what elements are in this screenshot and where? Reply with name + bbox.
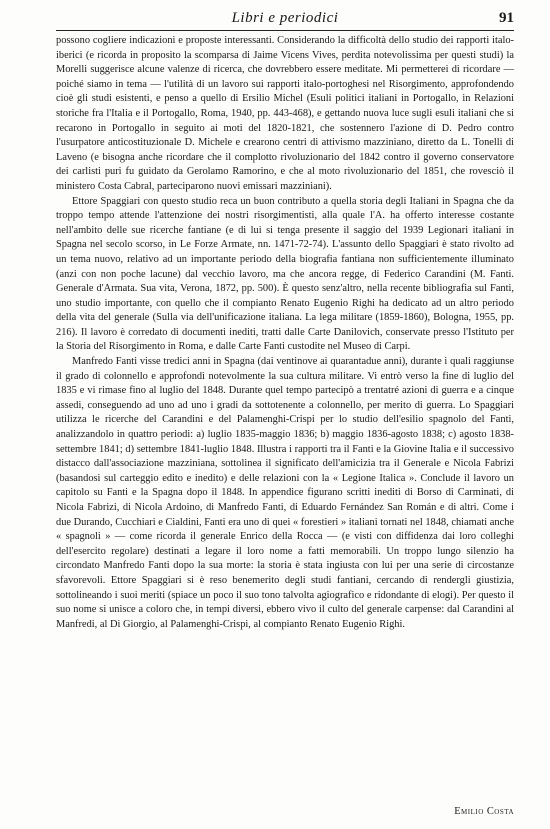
review-body bbox=[56, 34, 514, 632]
running-title: Libri e periodici bbox=[231, 10, 339, 26]
page-header bbox=[56, 8, 514, 31]
page-number: 91 bbox=[499, 10, 514, 26]
paragraph-spaggiari-study: Ettore Spaggiari con questo studio reca un buon contributo a quella storia degli Italiani in Spagna che da troppo tempo attende l'attenzione dei nostri risorgimentisti, alla quale l'A. ha offerto interesse costante nell'ambito delle sue ricerche fantiane (e di lui si tenga presente il saggio del 1939 Legionari italiani in Spagna nel secolo scorso, in Le Forze Armate, nn. 1471-72-74). L'assunto dello Spaggiari è stato rivolto ad un tema nuovo, relativo ad un importante periodo della biografia fantiana non sufficientemente illuminato (anzi con non poche lacune) dal vecchio lavoro, ma che ancora regge, di Federico Carandini (M. Fanti. Generale d'Armata. Sua vita, Verona, 1872, pp. 500). È questo senz'altro, nella recente bibliografia sul Fanti, uno studio importante, con quello che il compianto Renato Eugenio Righi ha dedicato ad un altro periodo della vita del generale (Sulla via dell'unificazione italiana. La lega militare (1859-1860), Bologna, 1955, pp. 216). Il lavoro è corredato di documenti inediti, tratti dalle Carte Danilovich, conservate presso l'Istituto per la Storia del Risorgimento in Roma, e dalle Carte Fanti custodite nel Museo di Carpi. bbox=[56, 195, 514, 353]
author-signature: Emilio Costa bbox=[454, 806, 514, 817]
paragraph-fanti-in-spain: Manfredo Fanti visse tredici anni in Spagna (dai ventinove ai quarantadue anni), durante i quali raggiunse il grado di colonnello e approfondì notevolmente la sua cultura militare. Vi entrò verso la fine di luglio del 1835 e vi rimase fino al luglio del 1848. Durante quel tempo partecipò a trentatré azioni di guerra e a cinque assedi, conseguendo ad uno ad uno i gradi da sottotenente a colonnello, per merito di guerra. Lo Spaggiari utilizza le ricerche del Carandini e del Palamenghi-Crispi per lo studio dell'esilio spagnolo del Fanti, analizzandolo in quattro periodi: a) luglio 1835-maggio 1836; b) maggio 1836-agosto 1838; c) agosto 1838-settembre 1841; d) settembre 1841-luglio 1848. Illustra i rapporti tra il Fanti e la Giovine Italia e il successivo distacco dall'associazione mazziniana, sottolinea il significato dell'amicizia tra il Generale e Nicola Fabrizi (basandosi sul carteggio edito e inedito) e delle relazioni con la « Legione Italica ». Conclude il lavoro un capitolo su Fanti e la Spagna dopo il 1848. In appendice figurano scritti inediti di Borso di Carminati, di Nicola Fabrizi, di Nicola Ardoino, di Manfredo Fanti, di Eduardo Fernández San Román e di altri. Come i due Durando, Cucchiari e Cialdini, Fanti era uno di quei « forestieri » italiani tornati nel 1848, chiamati anche « spagnoli » — come ricorda il generale Enrico della Rocca — (e visti con diffidenza dai loro colleghi dell'esercito regolare) destinati a legare il loro nome a fatti memorabili. Un troppo lungo silenzio ha circondato Manfredo Fanti dopo la sua morte: la storia è stata ingiusta con lui per una serie di circostanze sfavorevoli. Ettore Spaggiari si è reso benemerito degli studi fantiani, cercando di rendergli giustizia, sottolineando i suoi meriti (spiace un poco il suo tono talvolta agiografico e ridondante di elogi). Per questo il suo nome si unisce a coloro che, in tempi diversi, ebbero vivo il culto del generale carpense: dal Carandini al Manfredi, al Di Giorgio, al Palamenghi-Crispi, al compianto Renato Eugenio Righi. bbox=[56, 356, 514, 630]
paragraph-continuation: possono cogliere indicazioni e proposte interessanti. Considerando la difficoltà dello studio dei rapporti italo-iberici (e ricorda in proposito la scomparsa di Jaime Vicens Vives, perdita notevolissima per questi studi) la Morelli suggerisce alcune valenze di ricerca, che dovrebbero essere meditate. Mi permetterei di ricordare — poiché siamo in tema — l'utilità di un lavoro sui rapporti italo-portoghesi nel Risorgimento, approfondendo cioè gli studi esistenti, e penso a quello di Ersilio Michel (Esuli politici italiani in Portogallo, in Relazioni storiche fra l'Italia e il Portogallo, Roma, 1940, pp. 443-468), e gettando nuova luce sugli esuli italiani che si recarono in Portogallo in seguito ai moti del 1820-1821, che sostennero l'azione di D. Pedro contro l'usurpatore anticostituzionale D. Michele e crearono centri di attivismo mazziniano, diretto da L. Tonelli di Laveno (e bisogna anche ricordare che il complotto rivoluzionario del 1842 contro il governo conservatore dei carlisti puri fu guidato da Gerolamo Ramorino, e che al moto rivoluzionario del 1851, che rovesciò il ministero Costa Cabral, parteciparono nuovi emissari mazziniani). bbox=[56, 35, 514, 192]
